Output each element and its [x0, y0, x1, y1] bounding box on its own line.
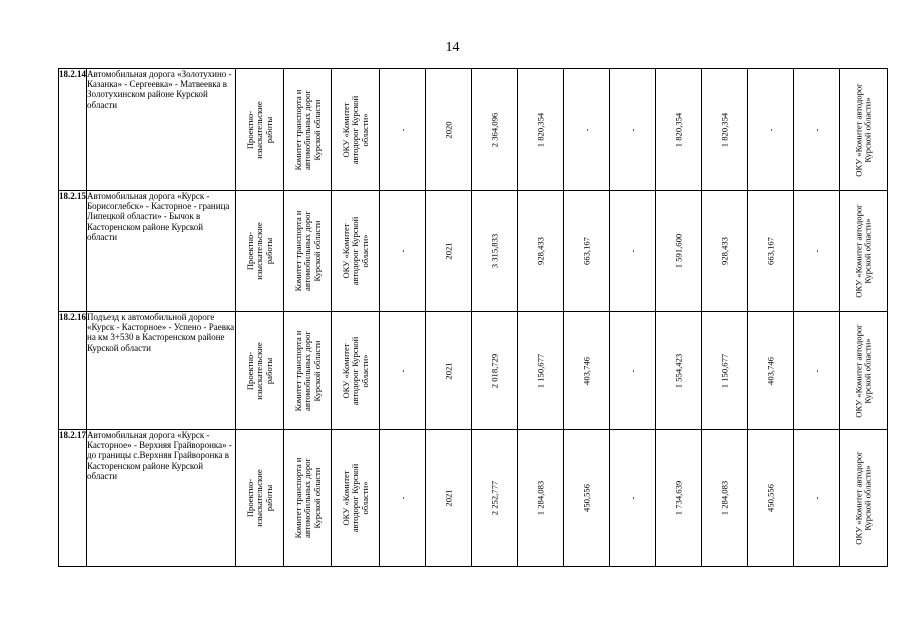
value-cell-7-text: - [810, 369, 821, 372]
work-type-cell-text: Проектно- изыскательские работы [244, 222, 274, 280]
work-type-cell [236, 69, 284, 191]
work-type-cell-text: Проектно- изыскательские работы [244, 100, 274, 159]
value-cell-3 [610, 430, 656, 567]
year-cell [426, 312, 472, 430]
row-number: 18.2.14 [59, 69, 87, 191]
value-cell-3-text: - [626, 249, 637, 253]
source-cell [380, 191, 426, 312]
year-cell [426, 69, 472, 191]
value-cell-2 [564, 430, 610, 567]
value-cell-4-text: 1 820,354 [672, 112, 683, 147]
value-cell-2 [564, 191, 610, 312]
object-name: Автомобильная дорога «Золотухино - Казанка» - Сергеевка» - Матвеевка в Золотухинском районе Курской области [87, 69, 236, 191]
customer-cell [284, 191, 332, 312]
source-cell-text: - [396, 249, 407, 253]
page-number: 14 [445, 40, 460, 55]
table-row [59, 430, 888, 567]
value-cell-1 [518, 191, 564, 312]
customer-cell [284, 430, 332, 567]
year-cell-text: 2021 [442, 242, 453, 260]
executor-cell-text: ОКУ «Комитет автодорог Курской области» [340, 463, 370, 533]
value-cell-6-text: 450,556 [764, 484, 775, 512]
object-name: Автомобильная дорога «Курск - Борисоглебск» - Касторное - граница Липецкой области» - Бычок в Касторенском районе Курской области [87, 191, 236, 312]
total-cost-cell [472, 430, 518, 567]
objects-table [58, 68, 888, 567]
executor-cell-text: ОКУ «Комитет автодорог Курской области» [340, 95, 370, 164]
responsible-cell-text: ОКУ «Комитет автодорог Курской области» [853, 204, 873, 298]
value-cell-6-text: 403,746 [764, 356, 775, 385]
responsible-cell-text: ОКУ «Комитет автодорог Курской области» [853, 82, 873, 177]
value-cell-5 [702, 312, 748, 430]
value-cell-5 [702, 69, 748, 191]
year-cell-text: 2021 [442, 361, 453, 380]
total-cost-cell [472, 191, 518, 312]
value-cell-4 [656, 191, 702, 312]
year-cell [426, 191, 472, 312]
value-cell-6-text: - [764, 128, 775, 131]
responsible-cell [840, 69, 888, 191]
executor-cell [332, 430, 380, 567]
customer-cell-text: Комитет транспорта и автомобильных дорог Курской области [292, 89, 322, 170]
total-cost-cell-text: 3 315,833 [488, 233, 499, 269]
year-cell [426, 430, 472, 567]
executor-cell [332, 312, 380, 430]
total-cost-cell-text: 2 252,777 [488, 480, 499, 516]
work-type-cell [236, 430, 284, 567]
responsible-cell-text: ОКУ «Комитет автодорог Курской области» [853, 451, 873, 545]
value-cell-5-text: 1 284,083 [718, 480, 729, 516]
value-cell-4-text: 1 591,600 [672, 233, 683, 269]
value-cell-1 [518, 69, 564, 191]
row-number: 18.2.16 [59, 312, 87, 430]
source-cell-text: - [396, 128, 407, 131]
value-cell-3 [610, 312, 656, 430]
value-cell-6 [748, 430, 794, 567]
value-cell-3-text: - [626, 496, 637, 500]
value-cell-7-text: - [810, 128, 821, 131]
value-cell-3 [610, 69, 656, 191]
table-row [59, 191, 888, 312]
value-cell-5 [702, 191, 748, 312]
work-type-cell [236, 191, 284, 312]
work-type-cell-text: Проектно- изыскательские работы [244, 341, 274, 400]
value-cell-1-text: 1 820,354 [534, 112, 545, 147]
value-cell-5 [702, 430, 748, 567]
value-cell-4-text: 1 734,639 [672, 480, 683, 516]
value-cell-7 [794, 312, 840, 430]
value-cell-4 [656, 430, 702, 567]
value-cell-7-text: - [810, 249, 821, 253]
work-type-cell-text: Проектно- изыскательские работы [244, 469, 274, 527]
table-row [59, 69, 888, 191]
value-cell-6 [748, 312, 794, 430]
row-number: 18.2.17 [59, 430, 87, 567]
row-number: 18.2.15 [59, 191, 87, 312]
responsible-cell-text: ОКУ «Комитет автодорог Курской области» [853, 323, 873, 418]
total-cost-cell [472, 312, 518, 430]
year-cell-text: 2020 [442, 120, 453, 139]
value-cell-2-text: 450,556 [580, 484, 591, 512]
source-cell-text: - [396, 369, 407, 372]
executor-cell-text: ОКУ «Комитет автодорог Курской области» [340, 216, 370, 286]
value-cell-6 [748, 191, 794, 312]
value-cell-6-text: 663,167 [764, 237, 775, 265]
object-name: Автомобильная дорога «Курск - Касторное» - Верхняя Грайворонка» - до границы с.Верхняя Грайворонка в Касторенском районе Курской области [87, 430, 236, 567]
value-cell-2-text: - [580, 128, 591, 131]
value-cell-2-text: 663,167 [580, 237, 591, 265]
value-cell-1-text: 1 284,083 [534, 480, 545, 516]
source-cell [380, 430, 426, 567]
total-cost-cell-text: 2 364,096 [488, 112, 499, 147]
customer-cell-text: Комитет транспорта и автомобильных дорог Курской области [292, 210, 322, 292]
object-name: Подъезд к автомобильной дороге «Курск - Касторное» - Успено - Раевка на км 3+530 в Касторенском районе Курской области [87, 312, 236, 430]
customer-cell [284, 312, 332, 430]
value-cell-1 [518, 430, 564, 567]
value-cell-7-text: - [810, 496, 821, 500]
value-cell-5-text: 928,433 [718, 237, 729, 265]
source-cell-text: - [396, 496, 407, 500]
responsible-cell [840, 191, 888, 312]
executor-cell [332, 191, 380, 312]
executor-cell-text: ОКУ «Комитет автодорог Курской области» [340, 336, 370, 405]
value-cell-7 [794, 430, 840, 567]
value-cell-3-text: - [626, 369, 637, 372]
value-cell-4-text: 1 554,423 [672, 353, 683, 388]
value-cell-2 [564, 312, 610, 430]
source-cell [380, 312, 426, 430]
value-cell-2-text: 403,746 [580, 356, 591, 385]
executor-cell [332, 69, 380, 191]
value-cell-4 [656, 312, 702, 430]
year-cell-text: 2021 [442, 489, 453, 507]
value-cell-3-text: - [626, 128, 637, 131]
responsible-cell [840, 312, 888, 430]
value-cell-1-text: 1 150,677 [534, 353, 545, 388]
value-cell-7 [794, 69, 840, 191]
total-cost-cell [472, 69, 518, 191]
source-cell [380, 69, 426, 191]
value-cell-6 [748, 69, 794, 191]
value-cell-1 [518, 312, 564, 430]
value-cell-5-text: 1 150,677 [718, 353, 729, 388]
customer-cell-text: Комитет транспорта и автомобильных дорог Курской области [292, 457, 322, 539]
responsible-cell [840, 430, 888, 567]
value-cell-3 [610, 191, 656, 312]
value-cell-5-text: 1 820,354 [718, 112, 729, 147]
customer-cell [284, 69, 332, 191]
table-row [59, 312, 888, 430]
customer-cell-text: Комитет транспорта и автомобильных дорог Курской области [292, 330, 322, 411]
value-cell-7 [794, 191, 840, 312]
value-cell-1-text: 928,433 [534, 237, 545, 265]
value-cell-4 [656, 69, 702, 191]
total-cost-cell-text: 2 018,729 [488, 353, 499, 388]
work-type-cell [236, 312, 284, 430]
value-cell-2 [564, 69, 610, 191]
